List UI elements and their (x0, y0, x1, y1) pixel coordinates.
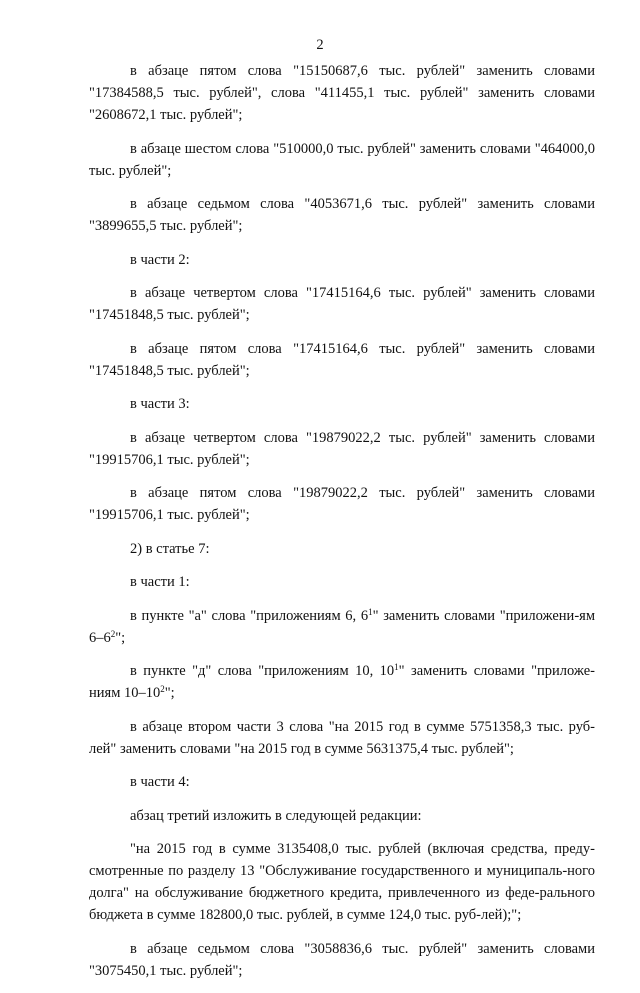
paragraph: в абзаце шестом слова "510000,0 тыс. рублей" заменить словами "464000,0 тыс. рублей"; (89, 140, 595, 179)
paragraph: в части 2: (130, 251, 190, 268)
paragraph: в абзаце седьмом слова "3058836,6 тыс. рублей" заменить словами "3075450,1 тыс. рублей"; (89, 940, 595, 979)
paragraph: в части 3: (130, 396, 190, 412)
paragraph: в абзаце пятом слова "17415164,6 тыс. рублей" заменить словами "17451848,5 тыс. рублей"; (89, 340, 595, 379)
paragraph: в абзаце четвертом слова "17415164,6 тыс. рублей" заменить словами "17451848,5 тыс. рублей"; (89, 285, 595, 323)
superscript: 1 (368, 606, 373, 617)
paragraph-text: в пункте "д" слова "приложениям 10, 10 (130, 663, 395, 679)
paragraph (89, 605, 595, 649)
paragraph-text: "; (164, 685, 175, 701)
superscript: 1 (394, 662, 399, 672)
superscript: 2 (160, 684, 165, 694)
page-number: 2 (316, 37, 324, 53)
paragraph: в абзаце пятом слова "19879022,2 тыс. рублей" заменить словами "19915706,1 тыс. рублей"; (89, 485, 595, 523)
paragraph: "на 2015 год в сумме 3135408,0 тыс. рублей (включая средства, преду-смотренные по разделу 13 "Обслуживание государственного и муниципаль-ного долга" на обслуживание бюджетного кредита, привлеченного из феде-рального бюджета в сумме 182800,0 тыс. рублей, в сумме 124,0 тыс. руб-лей);"; (89, 841, 595, 923)
paragraph: в абзаце втором части 3 слова "на 2015 год в сумме 5751358,3 тыс. руб-лей" заменить словами "на 2015 год в сумме 5631375,4 тыс. рублей"; (89, 718, 595, 757)
paragraph: в абзаце седьмом слова "4053671,6 тыс. рублей" заменить словами "3899655,5 тыс. рублей"; (89, 196, 595, 234)
paragraph: в части 4: (130, 774, 190, 790)
paragraph: 2) в статье 7: (130, 540, 210, 557)
paragraph-text: "; (115, 629, 126, 646)
document-body (89, 60, 595, 993)
paragraph: в абзаце четвертом слова "19879022,2 тыс. рублей" заменить словами "19915706,1 тыс. рублей"; (89, 429, 595, 468)
paragraph: в абзаце пятом слова "15150687,6 тыс. рублей" заменить словами "17384588,5 тыс. рублей", слова "411455,1 тыс. рублей" заменить словами "2608672,1 тыс. рублей"; (89, 63, 595, 123)
paragraph-text: " заменить словами "приложени-ям 6–6 (89, 607, 595, 646)
paragraph (89, 660, 595, 704)
paragraph-text: в пункте "а" слова "приложениям 6, 6 (130, 607, 369, 624)
superscript: 2 (110, 628, 116, 639)
paragraph-text: " заменить словами "приложе-ниям 10–10 (89, 663, 595, 701)
paragraph: абзац третий изложить в следующей редакции: (130, 807, 422, 824)
paragraph: в части 1: (130, 574, 190, 590)
